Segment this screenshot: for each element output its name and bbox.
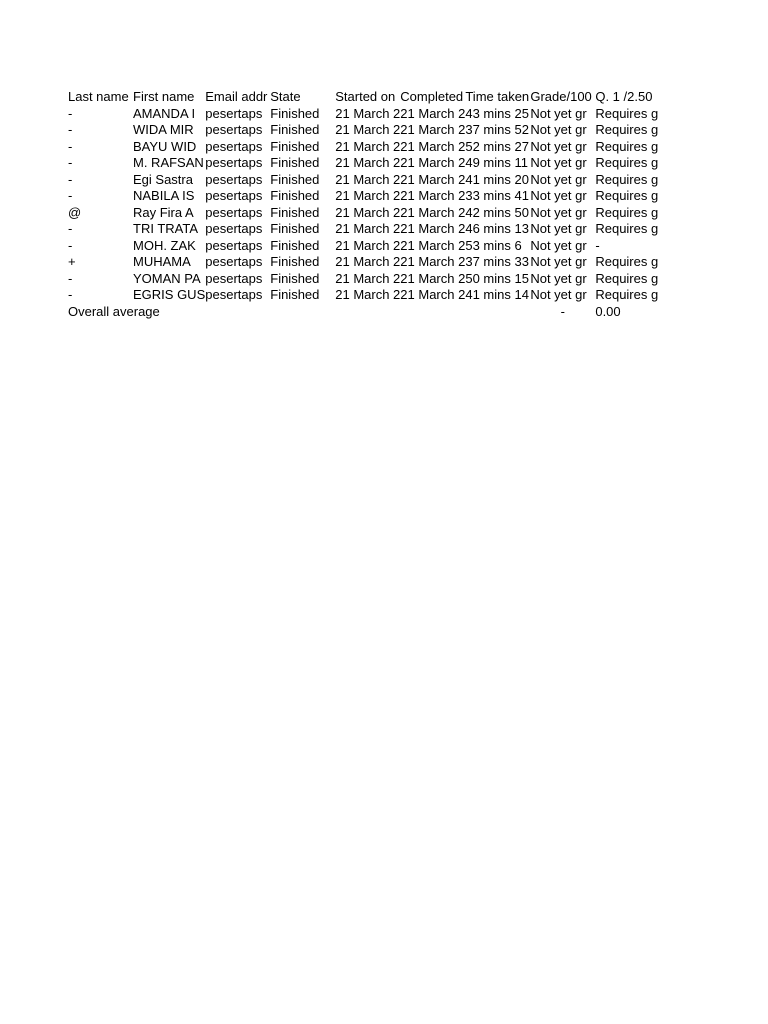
- cell-grade: Not yet gr: [530, 122, 587, 137]
- cell-completed: 21 March 2: [400, 204, 466, 220]
- cell-q1: Requires g: [595, 155, 659, 170]
- header-state: State: [270, 89, 301, 104]
- cell-completed: 21 March 2: [400, 287, 466, 302]
- table-row: [68, 221, 660, 238]
- cell-email: pesertaps: [205, 254, 263, 269]
- cell-time-taken: 49 mins 11: [465, 155, 528, 170]
- cell-first-name: MUHAMA: [133, 254, 191, 269]
- cell-last-name: @: [68, 204, 82, 220]
- cell-started-on: 21 March 2: [335, 270, 401, 286]
- cell-first-name: Ray Fira A: [133, 204, 194, 220]
- cell-state: Finished: [270, 270, 320, 286]
- cell-last-name: +: [68, 254, 76, 269]
- cell-last-name: -: [68, 287, 73, 302]
- table-row: [68, 106, 660, 123]
- cell-q1: Requires g: [595, 188, 659, 203]
- cell-grade: Not yet gr: [530, 204, 587, 220]
- cell-grade: Not yet gr: [530, 155, 587, 170]
- header-completed: Completed: [400, 89, 464, 104]
- cell-q1: Requires g: [595, 287, 659, 302]
- cell-time-taken: 41 mins 20: [465, 171, 529, 187]
- cell-started-on: 21 March 2: [335, 155, 401, 170]
- cell-email: pesertaps: [205, 171, 263, 187]
- cell-last-name: -: [68, 188, 73, 203]
- cell-first-name: Egi Sastra: [133, 171, 193, 187]
- cell-q1: Requires g: [595, 204, 659, 220]
- cell-time-taken: 37 mins 33: [465, 254, 529, 269]
- cell-grade: Not yet gr: [530, 254, 587, 269]
- header-last-name: Last name: [68, 89, 129, 104]
- cell-first-name: MOH. ZAK: [133, 237, 196, 253]
- cell-grade: Not yet gr: [530, 287, 587, 302]
- cell-last-name: -: [68, 122, 73, 137]
- cell-email: pesertaps: [205, 237, 263, 253]
- cell-grade: Not yet gr: [530, 270, 587, 286]
- table-row: [68, 238, 660, 255]
- table-row: [68, 139, 660, 156]
- overall-average-label: Overall average: [68, 303, 160, 319]
- cell-email: pesertaps: [205, 221, 263, 236]
- cell-first-name: EGRIS GUS: [133, 287, 206, 302]
- cell-state: Finished: [270, 237, 320, 253]
- cell-completed: 21 March 2: [400, 237, 466, 253]
- cell-time-taken: 42 mins 50: [465, 204, 529, 220]
- cell-started-on: 21 March 2: [335, 287, 401, 302]
- table-row: [68, 122, 660, 139]
- header-started-on: Started on: [335, 89, 396, 104]
- table-row: [68, 271, 660, 288]
- cell-first-name: AMANDA I: [133, 105, 196, 121]
- cell-time-taken: 33 mins 41: [465, 188, 529, 203]
- cell-completed: 21 March 2: [400, 270, 466, 286]
- cell-grade: Not yet gr: [530, 105, 587, 121]
- cell-first-name: TRI TRATA: [133, 221, 198, 236]
- table-row: [68, 188, 660, 205]
- cell-q1: Requires g: [595, 221, 659, 236]
- cell-grade: Not yet gr: [530, 138, 587, 154]
- header-email-address: Email addr: [205, 89, 268, 104]
- cell-last-name: -: [68, 221, 73, 236]
- cell-started-on: 21 March 2: [335, 171, 401, 187]
- table-row: [68, 205, 660, 222]
- cell-first-name: NABILA IS: [133, 188, 195, 203]
- table-row: [68, 254, 660, 271]
- cell-last-name: -: [68, 155, 73, 170]
- cell-email: pesertaps: [205, 155, 263, 170]
- cell-last-name: -: [68, 270, 73, 286]
- cell-q1: -: [595, 237, 600, 253]
- cell-email: pesertaps: [205, 204, 263, 220]
- cell-email: pesertaps: [205, 270, 263, 286]
- cell-completed: 21 March 2: [400, 221, 466, 236]
- header-row: [68, 89, 660, 106]
- cell-completed: 21 March 2: [400, 105, 466, 121]
- header-q1: Q. 1 /2.50: [595, 89, 653, 104]
- results-table: [68, 89, 660, 320]
- cell-state: Finished: [270, 105, 320, 121]
- header-time-taken: Time taken: [465, 89, 530, 104]
- cell-time-taken: 52 mins 27: [465, 138, 529, 154]
- cell-state: Finished: [270, 188, 320, 203]
- cell-time-taken: 37 mins 52: [465, 122, 529, 137]
- cell-email: pesertaps: [205, 287, 263, 302]
- cell-completed: 21 March 2: [400, 122, 466, 137]
- cell-time-taken: 50 mins 15: [465, 270, 529, 286]
- cell-completed: 21 March 2: [400, 171, 466, 187]
- header-grade: Grade/100: [530, 89, 592, 104]
- cell-q1: Requires g: [595, 122, 659, 137]
- cell-last-name: -: [68, 138, 73, 154]
- cell-time-taken: 46 mins 13: [465, 221, 529, 236]
- cell-first-name: M. RAFSAN: [133, 155, 204, 170]
- cell-completed: 21 March 2: [400, 188, 466, 203]
- cell-started-on: 21 March 2: [335, 138, 401, 154]
- cell-time-taken: 41 mins 14: [465, 287, 529, 302]
- header-first-name: First name: [133, 89, 195, 104]
- cell-started-on: 21 March 2: [335, 204, 401, 220]
- cell-completed: 21 March 2: [400, 254, 466, 269]
- cell-state: Finished: [270, 155, 320, 170]
- cell-completed: 21 March 2: [400, 138, 466, 154]
- table-row: [68, 172, 660, 189]
- cell-state: Finished: [270, 254, 320, 269]
- cell-started-on: 21 March 2: [335, 105, 401, 121]
- cell-last-name: -: [68, 171, 73, 187]
- cell-started-on: 21 March 2: [335, 188, 401, 203]
- cell-grade: Not yet gr: [530, 171, 587, 187]
- cell-grade: Not yet gr: [530, 237, 587, 253]
- results-body: [68, 106, 660, 304]
- cell-state: Finished: [270, 138, 320, 154]
- cell-first-name: YOMAN PA: [133, 270, 201, 286]
- cell-started-on: 21 March 2: [335, 237, 401, 253]
- cell-first-name: BAYU WID: [133, 138, 197, 154]
- cell-started-on: 21 March 2: [335, 221, 401, 236]
- cell-last-name: -: [68, 105, 73, 121]
- cell-started-on: 21 March 2: [335, 254, 401, 269]
- overall-average-grade: -: [560, 303, 566, 319]
- results-sheet: [68, 89, 660, 320]
- overall-average-row: [68, 304, 660, 321]
- cell-q1: Requires g: [595, 105, 659, 121]
- cell-email: pesertaps: [205, 105, 263, 121]
- cell-grade: Not yet gr: [530, 188, 587, 203]
- cell-grade: Not yet gr: [530, 221, 587, 236]
- cell-q1: Requires g: [595, 171, 659, 187]
- cell-completed: 21 March 2: [400, 155, 466, 170]
- cell-state: Finished: [270, 204, 320, 220]
- table-row: [68, 155, 660, 172]
- cell-last-name: -: [68, 237, 73, 253]
- cell-q1: Requires g: [595, 138, 659, 154]
- cell-first-name: WIDA MIR: [133, 122, 194, 137]
- cell-email: pesertaps: [205, 188, 263, 203]
- cell-started-on: 21 March 2: [335, 122, 401, 137]
- table-row: [68, 287, 660, 304]
- cell-time-taken: 53 mins 6: [465, 237, 522, 253]
- cell-email: pesertaps: [205, 138, 263, 154]
- cell-state: Finished: [270, 287, 320, 302]
- cell-q1: Requires g: [595, 254, 659, 269]
- cell-state: Finished: [270, 171, 320, 187]
- cell-state: Finished: [270, 221, 320, 236]
- cell-state: Finished: [270, 122, 320, 137]
- cell-email: pesertaps: [205, 122, 263, 137]
- cell-time-taken: 43 mins 25: [465, 105, 529, 121]
- cell-q1: Requires g: [595, 270, 659, 286]
- overall-average-q1: 0.00: [595, 303, 621, 319]
